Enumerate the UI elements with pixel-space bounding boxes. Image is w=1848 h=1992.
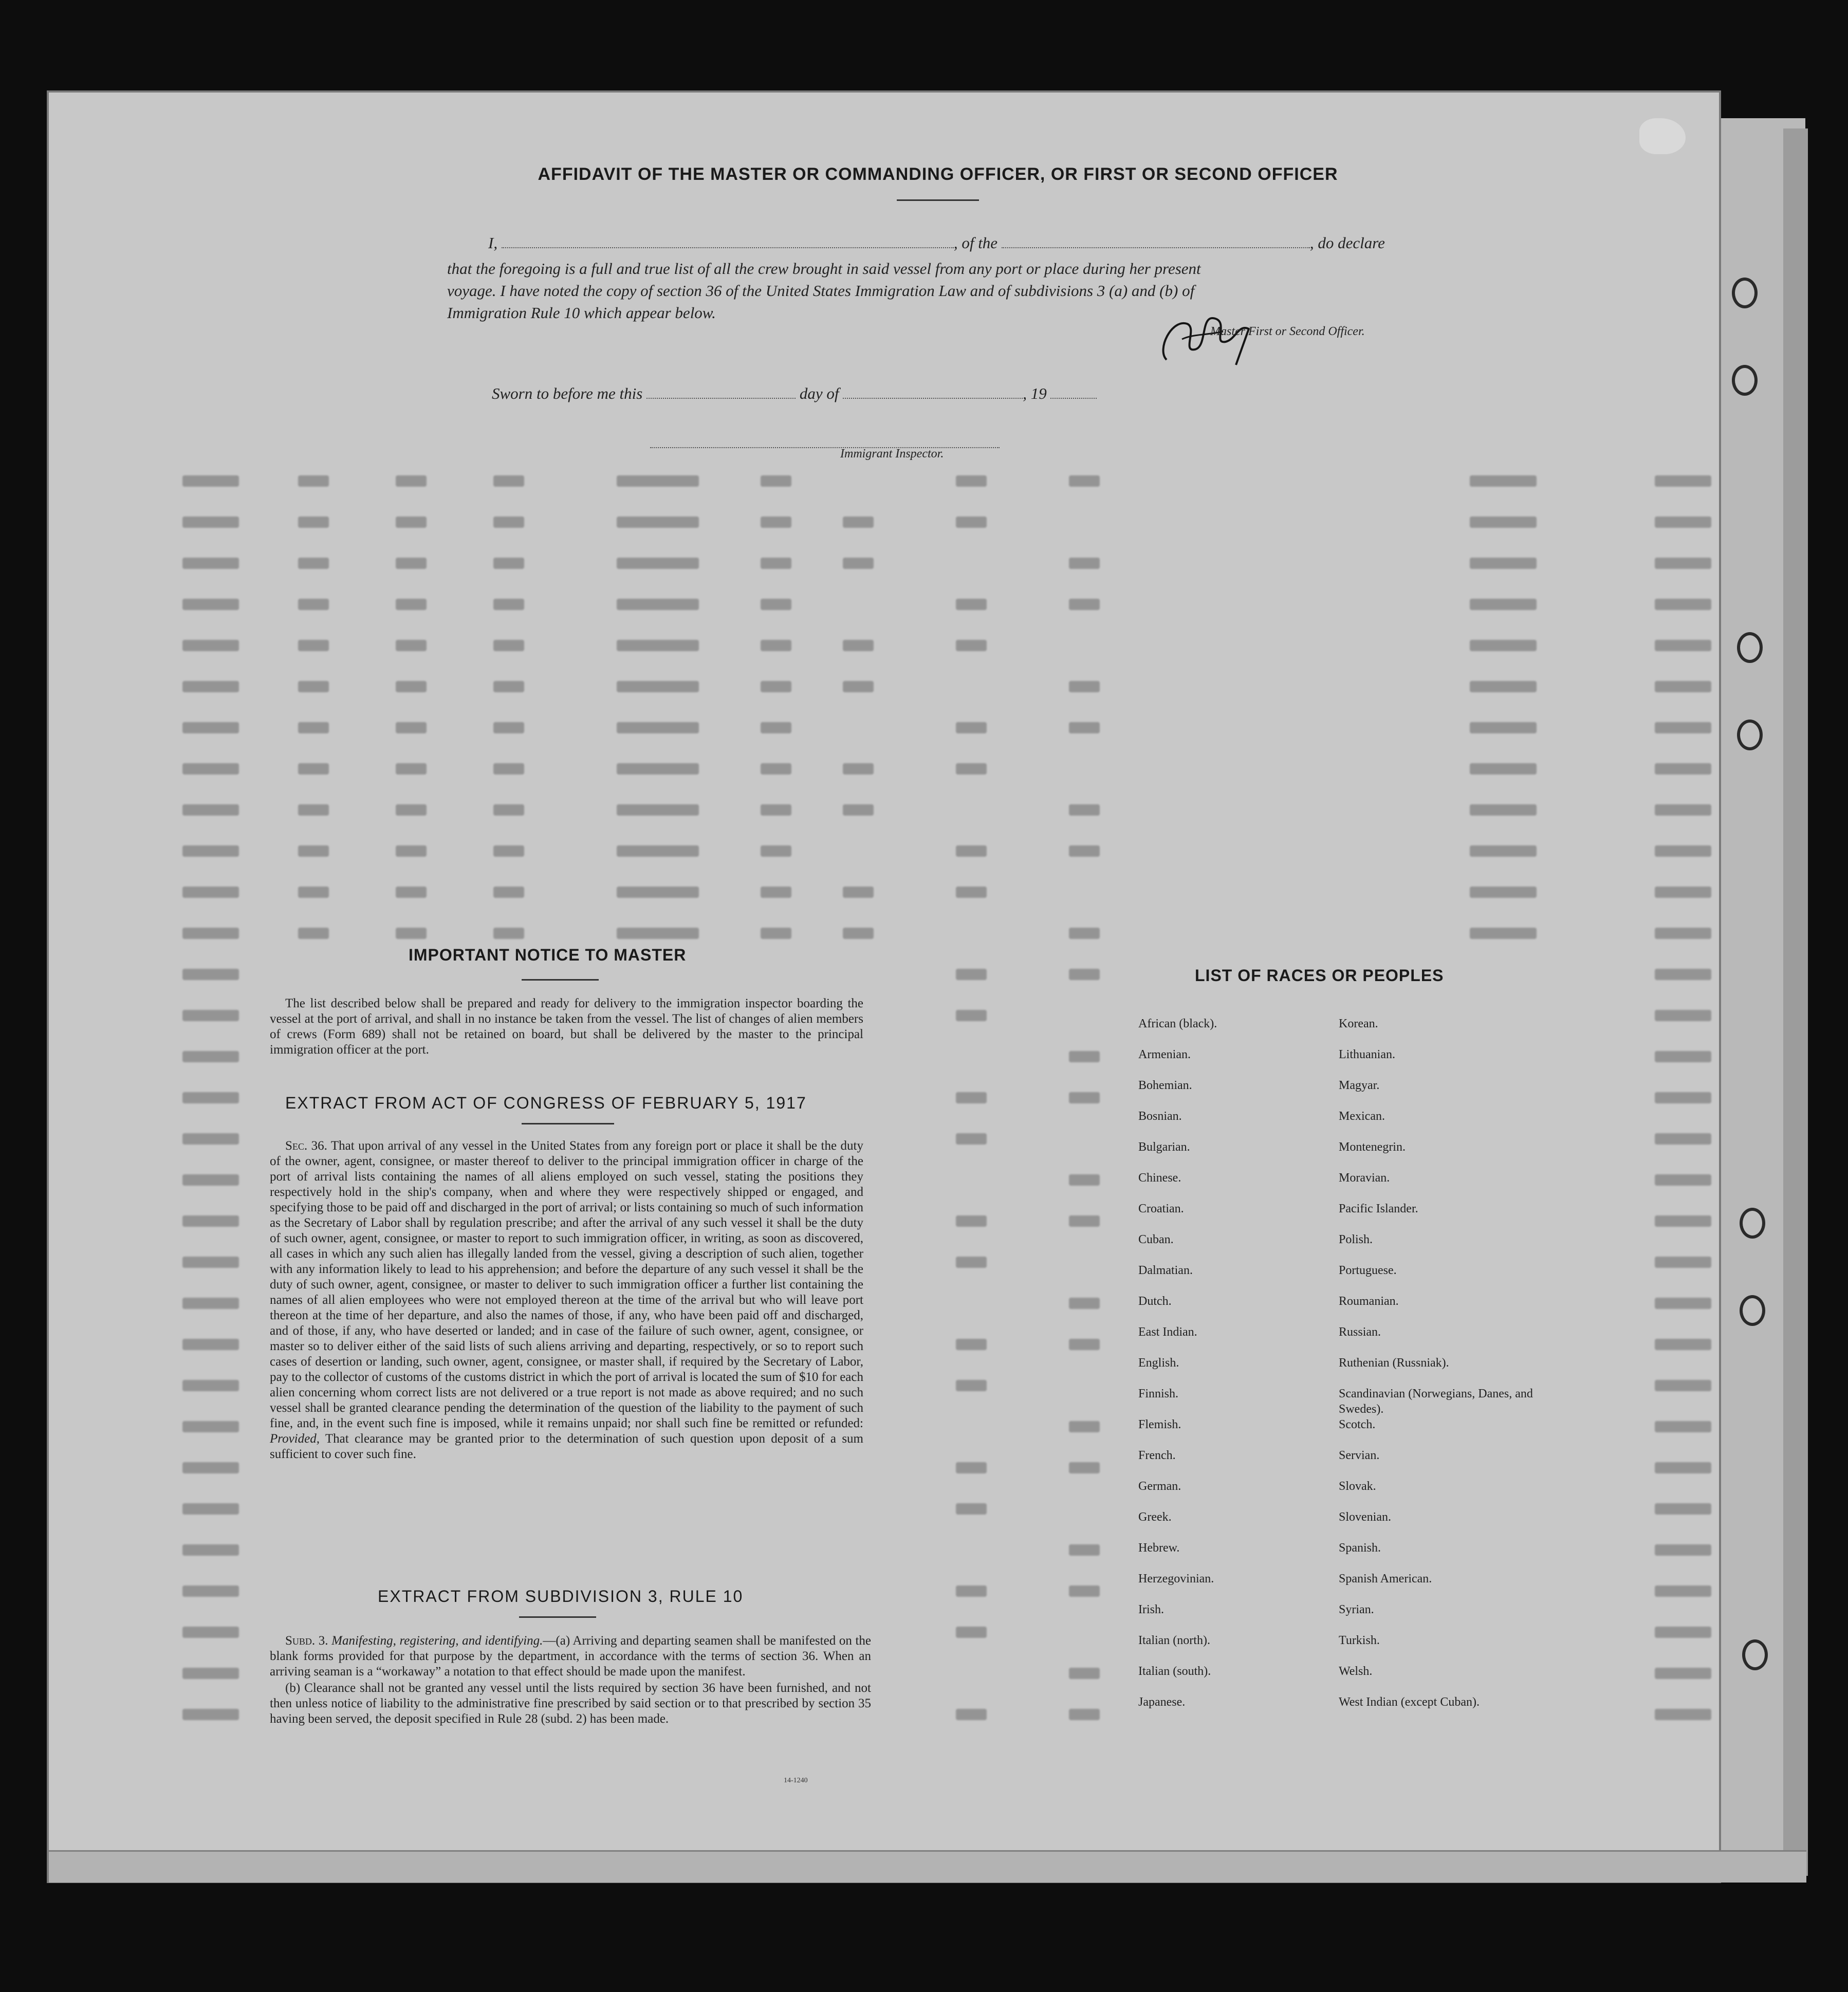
race-item: Dutch. xyxy=(1138,1295,1172,1308)
race-item: Cuban. xyxy=(1138,1233,1174,1246)
rule-title: EXTRACT FROM SUBDIVISION 3, RULE 10 xyxy=(378,1587,744,1606)
bleed-mark xyxy=(843,558,874,569)
bleed-mark xyxy=(182,1174,239,1186)
notice-text xyxy=(270,996,863,1059)
bleed-mark xyxy=(396,722,427,733)
bleed-mark xyxy=(493,887,524,898)
bleed-mark xyxy=(956,887,987,898)
bleed-mark xyxy=(298,804,329,816)
race-item: Hebrew. xyxy=(1138,1541,1180,1555)
affidavit-line-1 xyxy=(488,234,1385,252)
declarant-name-field[interactable] xyxy=(502,236,954,248)
bleed-mark xyxy=(843,928,874,939)
race-item: Syrian. xyxy=(1339,1603,1374,1616)
bleed-mark xyxy=(843,763,874,774)
bleed-mark xyxy=(761,599,791,610)
bleed-mark xyxy=(493,845,524,857)
race-item: Herzegovinian. xyxy=(1138,1572,1214,1585)
race-item: Spanish. xyxy=(1339,1541,1381,1555)
race-item: Scotch. xyxy=(1339,1418,1376,1431)
race-item: Russian. xyxy=(1339,1325,1381,1339)
section-number: Sec. 36. xyxy=(285,1139,327,1153)
declare-suffix: , do declare xyxy=(1309,234,1385,252)
bleed-mark xyxy=(1069,722,1100,733)
race-item: Bosnian. xyxy=(1138,1110,1182,1123)
bleed-mark xyxy=(182,804,239,816)
bleed-mark xyxy=(1655,1215,1711,1227)
bleed-mark xyxy=(1069,1051,1100,1062)
race-item: Italian (south). xyxy=(1138,1665,1211,1678)
bleed-mark xyxy=(298,517,329,528)
subdivision-heading: Manifesting, registering, and identifying. xyxy=(331,1634,543,1648)
bleed-mark xyxy=(1655,1257,1711,1268)
bleed-mark xyxy=(493,475,524,487)
sworn-month-field[interactable] xyxy=(843,386,1023,399)
bleed-mark xyxy=(396,928,427,939)
bleed-mark xyxy=(1069,1462,1100,1473)
inspector-caption: Immigrant Inspector. xyxy=(840,447,944,460)
binder-hole xyxy=(1737,632,1763,663)
bleed-mark xyxy=(617,517,699,528)
bleed-mark xyxy=(956,1133,987,1145)
bleed-mark xyxy=(761,640,791,651)
race-item: Servian. xyxy=(1339,1449,1380,1462)
rule-subdivision-a xyxy=(270,1633,871,1680)
act-underline xyxy=(522,1123,614,1124)
bleed-mark xyxy=(182,1462,239,1473)
bleed-mark xyxy=(617,887,699,898)
bleed-mark xyxy=(761,722,791,733)
title-underline xyxy=(897,199,979,201)
affidavit-line-4: Immigration Rule 10 which appear below. xyxy=(447,304,716,322)
bleed-mark xyxy=(956,1339,987,1350)
bleed-mark xyxy=(493,681,524,692)
bleed-mark xyxy=(956,1215,987,1227)
bleed-mark xyxy=(617,845,699,857)
bleed-mark xyxy=(182,640,239,651)
race-item: Finnish. xyxy=(1138,1387,1179,1400)
bleed-mark xyxy=(1069,1174,1100,1186)
race-item: Welsh. xyxy=(1339,1665,1373,1678)
race-item: Slovenian. xyxy=(1339,1510,1391,1524)
bleed-mark xyxy=(182,887,239,898)
bleed-mark xyxy=(1069,1092,1100,1103)
bleed-mark xyxy=(1069,558,1100,569)
bleed-mark xyxy=(1069,1215,1100,1227)
race-item: Japanese. xyxy=(1138,1695,1186,1709)
bleed-mark xyxy=(956,475,987,487)
race-item: Bulgarian. xyxy=(1138,1140,1190,1154)
bleed-mark xyxy=(298,640,329,651)
bleed-mark xyxy=(617,928,699,939)
bleed-mark xyxy=(1655,599,1711,610)
rule-subdivision-b: (b) Clearance shall not be granted any vessel until the lists required by section 36 have been furnished, and not then unless notice of liability to the administrative fine prescribed by said section or to that prescribed by section 35 having been served, the deposit specified in Rule 28 (subd. 2) has been made. xyxy=(270,1681,871,1726)
bleed-mark xyxy=(956,969,987,980)
bleed-mark xyxy=(182,928,239,939)
bleed-mark xyxy=(956,1092,987,1103)
binder-hole xyxy=(1740,1295,1765,1326)
bleed-mark xyxy=(493,804,524,816)
bleed-mark xyxy=(1470,558,1537,569)
bleed-mark xyxy=(1655,681,1711,692)
bleed-mark xyxy=(761,763,791,774)
bleed-mark xyxy=(1470,599,1537,610)
bleed-mark xyxy=(396,599,427,610)
race-item: Polish. xyxy=(1339,1233,1373,1246)
bleed-mark xyxy=(1069,969,1100,980)
bleed-mark xyxy=(956,763,987,774)
race-item: Chinese. xyxy=(1138,1171,1181,1185)
bleed-mark xyxy=(956,1627,987,1638)
bleed-mark xyxy=(1655,1092,1711,1103)
race-item: English. xyxy=(1138,1356,1179,1370)
bleed-mark xyxy=(493,928,524,939)
race-item: Flemish. xyxy=(1138,1418,1181,1431)
bleed-mark xyxy=(1069,804,1100,816)
bleed-mark xyxy=(617,640,699,651)
races-left-column xyxy=(1138,1016,1217,1725)
bleed-mark xyxy=(182,1503,239,1515)
bleed-mark xyxy=(1069,475,1100,487)
bleed-mark xyxy=(1655,928,1711,939)
race-item: Korean. xyxy=(1339,1017,1378,1030)
bleed-mark xyxy=(761,928,791,939)
binder-hole xyxy=(1742,1639,1768,1670)
bleed-mark xyxy=(956,1503,987,1515)
bleed-mark xyxy=(182,722,239,733)
bleed-mark xyxy=(617,763,699,774)
bleed-mark xyxy=(182,1298,239,1309)
signature-caption: Master First or Second Officer. xyxy=(1210,325,1365,338)
affidavit-line-3: voyage. I have noted the copy of section 36 of the United States Immigration Law and of subdivisions 3 (a) and (b) of xyxy=(447,282,1195,300)
bleed-mark xyxy=(1655,1421,1711,1432)
bleed-mark xyxy=(1655,804,1711,816)
bleed-mark xyxy=(182,845,239,857)
bleed-mark xyxy=(182,1668,239,1679)
binder-hole xyxy=(1740,1208,1765,1239)
race-item: Dalmatian. xyxy=(1138,1264,1193,1277)
race-item: Italian (north). xyxy=(1138,1634,1210,1647)
bleed-mark xyxy=(182,1257,239,1268)
bleed-mark xyxy=(298,722,329,733)
race-item: Croatian. xyxy=(1138,1202,1184,1215)
race-item: German. xyxy=(1138,1480,1181,1493)
bleed-mark xyxy=(1655,517,1711,528)
race-item: African (black). xyxy=(1138,1017,1217,1030)
bleed-mark xyxy=(1655,640,1711,651)
bleed-mark xyxy=(956,1709,987,1720)
bleed-mark xyxy=(396,681,427,692)
bleed-mark xyxy=(182,1421,239,1432)
race-item: Ruthenian (Russniak). xyxy=(1339,1356,1449,1370)
bleed-mark xyxy=(761,804,791,816)
bleed-mark xyxy=(956,845,987,857)
bleed-mark xyxy=(396,845,427,857)
bleed-mark xyxy=(1470,804,1537,816)
bleed-mark xyxy=(396,640,427,651)
bleed-mark xyxy=(1470,845,1537,857)
bleed-mark xyxy=(1470,763,1537,774)
bleed-mark xyxy=(298,681,329,692)
bleed-mark xyxy=(956,722,987,733)
affidavit-title: AFFIDAVIT OF THE MASTER OR COMMANDING OFFICER, OR FIRST OR SECOND OFFICER xyxy=(538,164,1338,184)
bleed-mark xyxy=(396,517,427,528)
sworn-prefix: Sworn to before me this xyxy=(492,384,643,402)
bleed-mark xyxy=(1470,722,1537,733)
binder-hole xyxy=(1732,365,1758,396)
bleed-mark xyxy=(1655,1298,1711,1309)
bleed-mark xyxy=(493,722,524,733)
bleed-mark xyxy=(1655,763,1711,774)
bleed-mark xyxy=(1655,1709,1711,1720)
bleed-mark xyxy=(182,1544,239,1556)
bleed-mark xyxy=(1069,928,1100,939)
bleed-mark xyxy=(956,517,987,528)
bleed-mark xyxy=(182,1051,239,1062)
bleed-mark xyxy=(298,928,329,939)
race-item: Montenegrin. xyxy=(1339,1140,1406,1154)
sworn-date-field[interactable] xyxy=(646,386,796,399)
bleed-mark xyxy=(1655,887,1711,898)
bleed-mark xyxy=(396,887,427,898)
sworn-day-label: day of xyxy=(799,384,839,402)
race-item: Pacific Islander. xyxy=(1339,1202,1418,1215)
bleed-mark xyxy=(1655,475,1711,487)
race-item: Scandinavian (Norwegians, Danes, and Swedes). xyxy=(1339,1387,1533,1416)
race-item: West Indian (except Cuban). xyxy=(1339,1695,1480,1709)
bleed-mark xyxy=(1069,1668,1100,1679)
bleed-mark xyxy=(298,887,329,898)
vessel-name-field[interactable] xyxy=(1002,236,1310,248)
bleed-mark xyxy=(1655,1339,1711,1350)
bleed-mark xyxy=(298,599,329,610)
bleed-mark xyxy=(182,558,239,569)
races-right-column xyxy=(1339,1016,1534,1725)
bleed-mark xyxy=(617,475,699,487)
form-number: 14-1240 xyxy=(784,1777,808,1784)
bleed-mark xyxy=(298,763,329,774)
bleed-mark xyxy=(493,763,524,774)
bleed-mark xyxy=(956,1010,987,1021)
bleed-mark xyxy=(182,969,239,980)
bleed-mark xyxy=(761,845,791,857)
sworn-year-field[interactable] xyxy=(1050,386,1097,399)
act-text xyxy=(270,1138,863,1463)
bleed-mark xyxy=(182,475,239,487)
rule-text xyxy=(270,1633,871,1728)
bleed-mark xyxy=(1655,1544,1711,1556)
race-item: Irish. xyxy=(1138,1603,1164,1616)
bleed-mark xyxy=(1470,640,1537,651)
bleed-mark xyxy=(182,1133,239,1145)
bleed-mark xyxy=(617,599,699,610)
bleed-mark xyxy=(1655,722,1711,733)
bleed-mark xyxy=(617,722,699,733)
bleed-mark xyxy=(843,640,874,651)
bleed-mark xyxy=(396,475,427,487)
bleed-mark xyxy=(956,1462,987,1473)
notice-paragraph: The list described below shall be prepared and ready for delivery to the immigration inspector boarding the vessel at the port of arrival, and shall in no instance be taken from the vessel. The list of changes of alien members of crews (Form 689) shall not be retained on board, but shall be delivered by the master to the principal immigration officer at the port. xyxy=(270,997,863,1057)
declarant-prefix: I, xyxy=(488,234,498,252)
bleed-mark xyxy=(956,1585,987,1597)
bleed-mark xyxy=(182,1627,239,1638)
bleed-mark xyxy=(1655,1380,1711,1391)
bleed-mark xyxy=(1470,928,1537,939)
proviso-word: Provided, xyxy=(270,1432,320,1446)
bleed-mark xyxy=(493,640,524,651)
act-title: EXTRACT FROM ACT OF CONGRESS OF FEBRUARY 5, 1917 xyxy=(285,1094,807,1112)
bleed-mark xyxy=(956,599,987,610)
vessel-prefix: , of the xyxy=(953,234,998,252)
bleed-mark xyxy=(1655,1503,1711,1515)
binder-hole xyxy=(1732,278,1758,308)
bleed-mark xyxy=(1655,1668,1711,1679)
bleed-mark xyxy=(182,1709,239,1720)
bleed-mark xyxy=(1069,681,1100,692)
bleed-mark xyxy=(396,558,427,569)
bleed-mark xyxy=(182,517,239,528)
race-item: Portuguese. xyxy=(1339,1264,1397,1277)
race-item: Slovak. xyxy=(1339,1480,1376,1493)
sworn-year-label: , 19 xyxy=(1023,384,1047,402)
race-item: Turkish. xyxy=(1339,1634,1380,1647)
bleed-mark xyxy=(843,887,874,898)
races-title: LIST OF RACES OR PEOPLES xyxy=(1195,966,1444,985)
page-bottom-edge xyxy=(49,1850,1806,1883)
bleed-mark xyxy=(1069,1421,1100,1432)
bleed-mark xyxy=(1069,1298,1100,1309)
bleed-mark xyxy=(1655,1174,1711,1186)
bleed-mark xyxy=(843,681,874,692)
bleed-mark xyxy=(956,1257,987,1268)
bleed-mark xyxy=(761,517,791,528)
bleed-mark xyxy=(182,681,239,692)
notice-title: IMPORTANT NOTICE TO MASTER xyxy=(409,946,687,964)
bleed-mark xyxy=(617,681,699,692)
bleed-mark xyxy=(761,887,791,898)
bleed-mark xyxy=(298,558,329,569)
bleed-mark xyxy=(1069,1339,1100,1350)
subdivision-number: Subd. 3. xyxy=(285,1634,328,1648)
bleed-mark xyxy=(1069,599,1100,610)
bleed-mark xyxy=(1069,845,1100,857)
bleed-mark xyxy=(396,763,427,774)
bleed-mark xyxy=(761,558,791,569)
act-paragraph xyxy=(270,1138,863,1462)
bleed-mark xyxy=(843,804,874,816)
bleed-mark xyxy=(493,599,524,610)
bleed-mark xyxy=(493,517,524,528)
race-item: Greek. xyxy=(1138,1510,1172,1524)
bleed-mark xyxy=(1655,845,1711,857)
race-item: Spanish American. xyxy=(1339,1572,1432,1585)
bleed-mark xyxy=(617,558,699,569)
race-item: East Indian. xyxy=(1138,1325,1197,1339)
section-body: That upon arrival of any vessel in the United States from any foreign port or place it shall be the duty of the owner, agent, consignee, or master thereof to deliver to the principal immigration officer in charge of the port of arrival lists containing the names of all aliens employed on such vessel, stating the positions they respectively hold in the ship's company, when and where they were respectively shipped or engaged, and specifying those to be paid off and discharged in the port of arrival; or lists containing so much of such information as the Secretary of Labor shall by regulation prescribe; and after the arrival of any such vessel it shall be the duty of such owner, agent, consignee, or master to report to such immigration officer, in writing, as soon as discovered, all cases in which any such alien has illegally landed from the vessel, giving a description of such alien, together with any information likely to lead to his apprehension; and before the departure of any such vessel it shall be the duty of such owner, agent, consignee, or master to deliver to such immigration officer a further list containing the names of all alien employees who were not employed thereon at the time of the arrival but who will leave port thereon at the time of her departure, and also the names of those, if any, who have been paid off and discharged, and of those, if any, who have deserted or landed; and in case of the failure of such owner, agent, consignee, or master so to deliver either of the said lists of such aliens arriving and departing, respectively, or so to report such cases of desertion or landing, such owner, agent, consignee, or master shall, if required by the Secretary of Labor, pay to the collector of customs of the customs district in which the port of arrival is located the sum of $10 for each alien concerning whom correct lists are not delivered or a true report is not made as above required; and no such vessel shall be granted clearance pending the determination of the question of the liability to the payment of such fine, and, in the event such fine is imposed, while it remains unpaid; nor shall such fine be remitted or refunded: xyxy=(270,1139,863,1430)
sworn-line xyxy=(492,384,1097,403)
bleed-mark xyxy=(761,681,791,692)
bleed-mark xyxy=(1655,1133,1711,1145)
bleed-mark xyxy=(182,1339,239,1350)
section-tail: That clearance may be granted prior to the determination of such question upon deposit of a sum sufficient to cover such fine. xyxy=(270,1432,863,1461)
bleed-mark xyxy=(1655,558,1711,569)
inspector-signature-field[interactable] xyxy=(650,436,1000,448)
race-item: Armenian. xyxy=(1138,1048,1191,1061)
bleed-mark xyxy=(182,1010,239,1021)
bleed-mark xyxy=(1655,1051,1711,1062)
affidavit-line-2: that the foregoing is a full and true list of all the crew brought in said vessel from any port or place during her present xyxy=(447,260,1201,278)
bleed-mark xyxy=(1655,1010,1711,1021)
bleed-mark xyxy=(298,475,329,487)
bleed-mark xyxy=(1655,1585,1711,1597)
back-sheet-edge xyxy=(1783,128,1808,1876)
notice-underline xyxy=(522,979,599,981)
race-item: Magyar. xyxy=(1339,1079,1380,1092)
bleed-mark xyxy=(396,804,427,816)
race-item: Mexican. xyxy=(1339,1110,1385,1123)
bleed-mark xyxy=(493,558,524,569)
bleed-mark xyxy=(1069,1585,1100,1597)
rule-underline xyxy=(519,1616,596,1618)
bleed-mark xyxy=(182,1585,239,1597)
bleed-mark xyxy=(1655,1627,1711,1638)
subdivision-a-body: —(a) Arriving and departing seamen shall be manifested on the blank forms provided for that purpose by the department, in accordance with the terms of section 36. When an arriving seaman is a “workaway” a notation to that effect should be made upon the manifest. xyxy=(270,1634,871,1679)
bleed-mark xyxy=(1470,681,1537,692)
bleed-mark xyxy=(1470,517,1537,528)
race-item: Moravian. xyxy=(1339,1171,1390,1185)
bleed-mark xyxy=(956,1380,987,1391)
bleed-mark xyxy=(182,599,239,610)
bleed-mark xyxy=(298,845,329,857)
bleed-mark xyxy=(182,1215,239,1227)
bleed-mark xyxy=(761,475,791,487)
race-item: French. xyxy=(1138,1449,1176,1462)
bleed-mark xyxy=(182,763,239,774)
bleed-mark xyxy=(1655,969,1711,980)
bleed-mark xyxy=(1069,1544,1100,1556)
bleed-mark xyxy=(1655,1462,1711,1473)
bleed-mark xyxy=(182,1380,239,1391)
bleed-mark xyxy=(617,804,699,816)
race-item: Bohemian. xyxy=(1138,1079,1192,1092)
race-item: Lithuanian. xyxy=(1339,1048,1395,1061)
bleed-mark xyxy=(1470,475,1537,487)
bleed-mark xyxy=(1470,887,1537,898)
bleed-mark xyxy=(956,640,987,651)
race-item: Roumanian. xyxy=(1339,1295,1399,1308)
bleed-mark xyxy=(1069,1709,1100,1720)
bleed-mark xyxy=(182,1092,239,1103)
bleed-mark xyxy=(843,517,874,528)
binder-hole xyxy=(1737,720,1763,750)
